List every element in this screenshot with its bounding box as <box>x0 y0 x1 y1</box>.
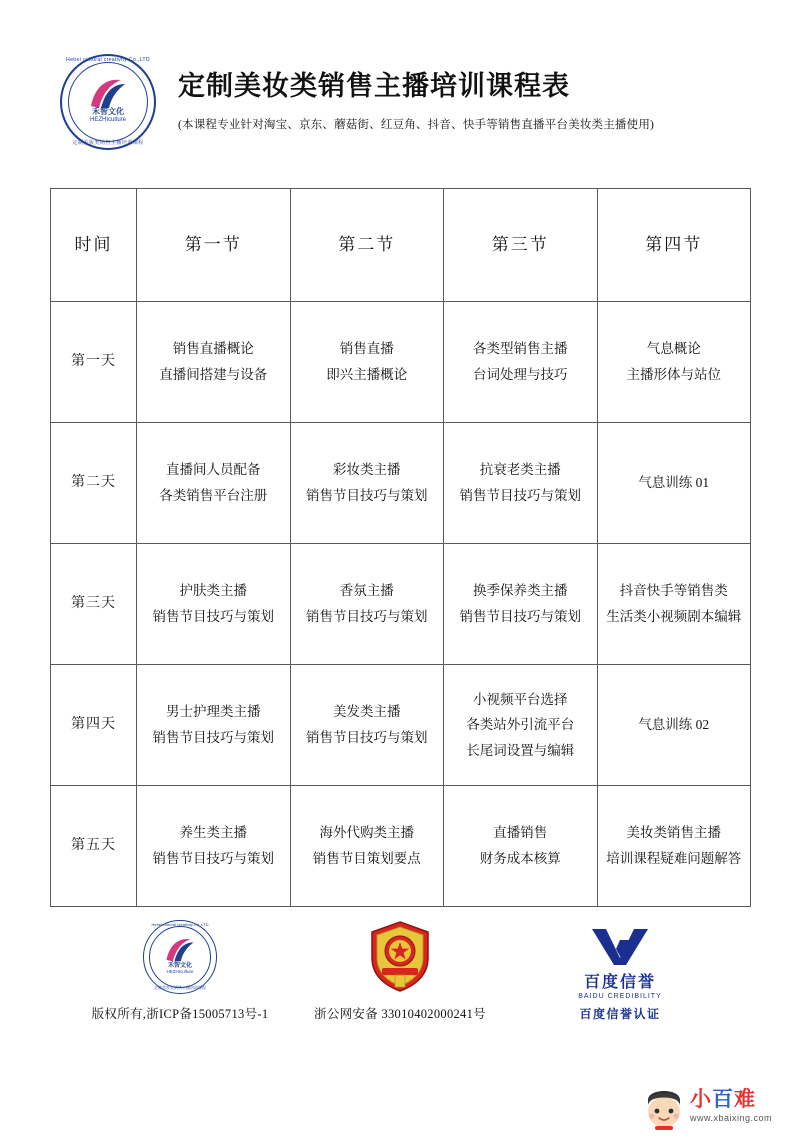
site-watermark <box>642 1075 782 1137</box>
logo-outer-text-top: Hebei cultural creativity Co.,LTD <box>151 922 209 927</box>
cell-line: 换季保养类主播 <box>473 583 568 599</box>
table-cell <box>444 665 598 786</box>
table-cell <box>444 786 598 907</box>
row-day-label: 第五天 <box>51 786 137 907</box>
schedule-table-wrapper <box>50 188 750 907</box>
row-day-label: 第一天 <box>51 302 137 423</box>
table-row <box>51 544 751 665</box>
table-cell <box>290 302 444 423</box>
table-cell <box>597 423 751 544</box>
cell-line: 美妆类销售主播 <box>626 825 721 841</box>
mascot-icon <box>642 1082 686 1130</box>
logo-brand-cn: 禾智文化 <box>167 963 192 969</box>
cell-line: 彩妆类主播 <box>333 462 401 478</box>
cell-line: 销售节目技巧与策划 <box>459 609 581 624</box>
police-record-text: 浙公网安备 33010402000241号 <box>314 1007 486 1021</box>
company-logo <box>60 54 156 150</box>
baidu-subtitle-en: BAIDU CREDIBILITY <box>578 993 662 1000</box>
column-header-period-4: 第四节 <box>597 189 751 302</box>
cell-line: 各类销售平台注册 <box>159 488 268 503</box>
cell-line: 抗衰老类主播 <box>479 462 561 478</box>
title-block <box>178 52 654 132</box>
company-logo-small <box>143 920 217 994</box>
table-cell <box>137 665 291 786</box>
logo-brand-cn: 禾智文化 <box>92 107 124 116</box>
watermark-url: www.xbaixing.com <box>690 1113 773 1123</box>
logo-brand-en: HEZHIculture <box>89 117 126 123</box>
watermark-text <box>690 1089 772 1123</box>
baidu-title: 百度信誉 <box>583 974 656 992</box>
cell-line: 养生类主播 <box>179 825 247 841</box>
cell-line: 直播间人员配备 <box>166 462 261 478</box>
cell-line: 气息训练 01 <box>638 475 710 491</box>
table-body <box>51 302 751 907</box>
cell-line: 气息训练 02 <box>638 717 710 733</box>
cell-line: 销售节目技巧与策划 <box>459 488 581 503</box>
table-header-row <box>51 189 751 302</box>
logo-outer-text-top: Hebei cultural creativity Co.,LTD <box>66 57 150 63</box>
logo-swoosh-icon <box>87 76 129 110</box>
footer-badge-police[interactable] <box>305 918 495 1022</box>
table-row <box>51 423 751 544</box>
cell-line: 男士护理类主播 <box>166 704 261 720</box>
watermark-char-1: 小 <box>690 1087 712 1111</box>
cell-line: 销售节目技巧与策划 <box>152 851 274 866</box>
copyright-text: 版权所有,浙ICP备15005713号-1 <box>91 1007 269 1021</box>
cell-line: 各类型销售主播 <box>473 341 568 357</box>
table-row <box>51 665 751 786</box>
cell-line: 台词处理与技巧 <box>473 367 568 382</box>
row-day-label: 第二天 <box>51 423 137 544</box>
cell-line: 销售直播概论 <box>172 341 254 357</box>
cell-line: 海外代购类主播 <box>319 825 414 841</box>
watermark-char-2: 百 <box>712 1087 734 1111</box>
cell-line: 各类站外引流平台 <box>466 717 575 733</box>
watermark-brand <box>690 1089 772 1110</box>
police-badge-icon[interactable] <box>362 918 438 994</box>
cell-line: 直播销售 <box>493 825 548 841</box>
cell-line: 气息概论 <box>646 341 701 357</box>
table-cell <box>290 665 444 786</box>
column-header-time: 时间 <box>51 189 137 302</box>
document-footer <box>0 922 800 1090</box>
table-cell <box>137 302 291 423</box>
cell-line: 抖音快手等销售类 <box>619 583 728 599</box>
column-header-period-2: 第二节 <box>290 189 444 302</box>
cell-line: 财务成本核算 <box>479 851 561 866</box>
cell-line: 直播间搭建与设备 <box>159 367 268 382</box>
schedule-table <box>50 188 751 907</box>
table-cell <box>290 423 444 544</box>
cell-line: 销售节目技巧与策划 <box>152 609 274 624</box>
column-header-period-3: 第三节 <box>444 189 598 302</box>
row-day-label: 第四天 <box>51 665 137 786</box>
page-title: 定制美妆类销售主播培训课程表 <box>178 71 570 101</box>
cell-line: 长尾词设置与编辑 <box>466 742 575 758</box>
column-header-period-1: 第一节 <box>137 189 291 302</box>
cell-line: 销售节目技巧与策划 <box>306 488 428 503</box>
cell-line: 护肤类主播 <box>179 583 247 599</box>
logo-swoosh-icon <box>163 936 197 963</box>
table-cell <box>597 786 751 907</box>
table-cell <box>137 544 291 665</box>
table-cell <box>290 786 444 907</box>
table-cell <box>597 665 751 786</box>
cell-line: 即兴主播概论 <box>326 367 408 382</box>
table-row <box>51 302 751 423</box>
cell-line: 主播形体与站位 <box>626 367 721 382</box>
table-cell <box>137 423 291 544</box>
table-cell <box>137 786 291 907</box>
baidu-cert-text: 百度信誉认证 <box>579 1007 661 1021</box>
footer-badge-baidu[interactable] <box>525 927 715 1022</box>
cell-line: 培训课程疑难问题解答 <box>606 851 742 866</box>
baidu-credibility-badge[interactable] <box>540 927 700 1022</box>
watermark-char-3: 难 <box>734 1087 756 1111</box>
table-cell <box>444 544 598 665</box>
table-cell <box>597 302 751 423</box>
baidu-v-icon <box>590 927 650 967</box>
footer-badges <box>0 922 800 1022</box>
document-header <box>0 0 800 150</box>
footer-badge-company <box>85 920 275 1022</box>
cell-line: 生活类小视频剧本编辑 <box>606 609 742 624</box>
cell-line: 小视频平台选择 <box>473 691 568 707</box>
cell-line: 销售直播 <box>339 341 394 357</box>
page-subtitle: (本课程专业针对淘宝、京东、蘑菇街、红豆角、抖音、快手等销售直播平台美妆类主播使用) <box>178 119 655 132</box>
table-cell <box>290 544 444 665</box>
table-cell <box>597 544 751 665</box>
cell-line: 销售节目技巧与策划 <box>306 609 428 624</box>
cell-line: 销售节目策划要点 <box>312 851 421 866</box>
table-row <box>51 786 751 907</box>
table-cell <box>444 302 598 423</box>
row-day-label: 第三天 <box>51 544 137 665</box>
logo-outer-text-bottom: 定制美妆类销售主播培训课程 <box>72 140 144 146</box>
table-cell <box>444 423 598 544</box>
cell-line: 香氛主播 <box>339 583 394 599</box>
logo-brand-en: HEZHIculture <box>166 969 194 974</box>
logo-outer-text-bottom: 定制美妆类销售主播培训课程 <box>154 985 206 990</box>
cell-line: 销售节目技巧与策划 <box>152 730 274 745</box>
cell-line: 销售节目技巧与策划 <box>306 730 428 745</box>
cell-line: 美发类主播 <box>333 704 401 720</box>
